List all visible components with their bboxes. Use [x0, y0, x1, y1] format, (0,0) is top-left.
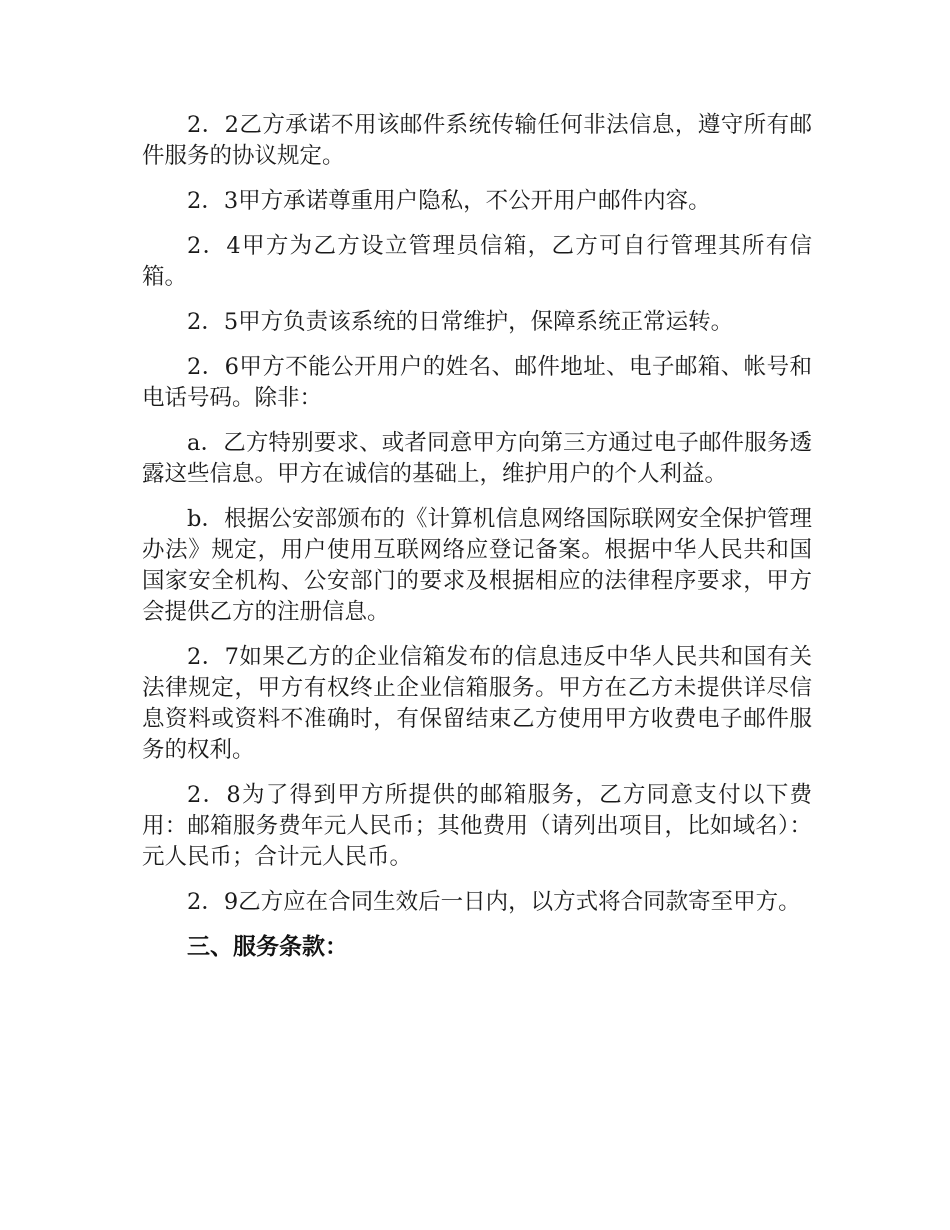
clause-2-6-a: a．乙方特别要求、或者同意甲方向第三方通过电子邮件服务透露这些信息。甲方在诚信的基础上，维护用户的个人利益。 — [142, 430, 812, 487]
clause-2-6-b: b．根据公安部颁布的《计算机信息网络国际联网安全保护管理办法》规定，用户使用互联网络应登记备案。根据中华人民共和国国家安全机构、公安部门的要求及根据相应的法律程序要求，甲方会提供乙方的注册信息。 — [142, 506, 812, 625]
clause-2-2: 2．2乙方承诺不用该邮件系统传输任何非法信息，遵守所有邮件服务的协议规定。 — [142, 112, 812, 169]
clause-2-9: 2．9乙方应在合同生效后一日内，以方式将合同款寄至甲方。 — [187, 889, 801, 915]
section-heading-service-terms: 三、服务条款： — [187, 934, 348, 960]
clause-2-3: 2．3甲方承诺尊重用户隐私，不公开用户邮件内容。 — [187, 188, 711, 214]
clause-2-5: 2．5甲方负责该系统的日常维护，保障系统正常运转。 — [187, 309, 734, 335]
clause-2-6: 2．6甲方不能公开用户的姓名、邮件地址、电子邮箱、帐号和电话号码。除非： — [142, 354, 812, 411]
clause-2-8: 2．8为了得到甲方所提供的邮箱服务，乙方同意支付以下费用：邮箱服务费年元人民币；其他费用（请列出项目，比如域名）：元人民币；合计元人民币。 — [142, 782, 812, 870]
document-page — [142, 110, 812, 963]
clause-2-4: 2．4甲方为乙方设立管理员信箱，乙方可自行管理其所有信箱。 — [142, 233, 812, 290]
clause-2-7: 2．7如果乙方的企业信箱发布的信息违反中华人民共和国有关法律规定，甲方有权终止企业信箱服务。甲方在乙方未提供详尽信息资料或资料不准确时，有保留结束乙方使用甲方收费电子邮件服务的权利。 — [142, 644, 812, 763]
